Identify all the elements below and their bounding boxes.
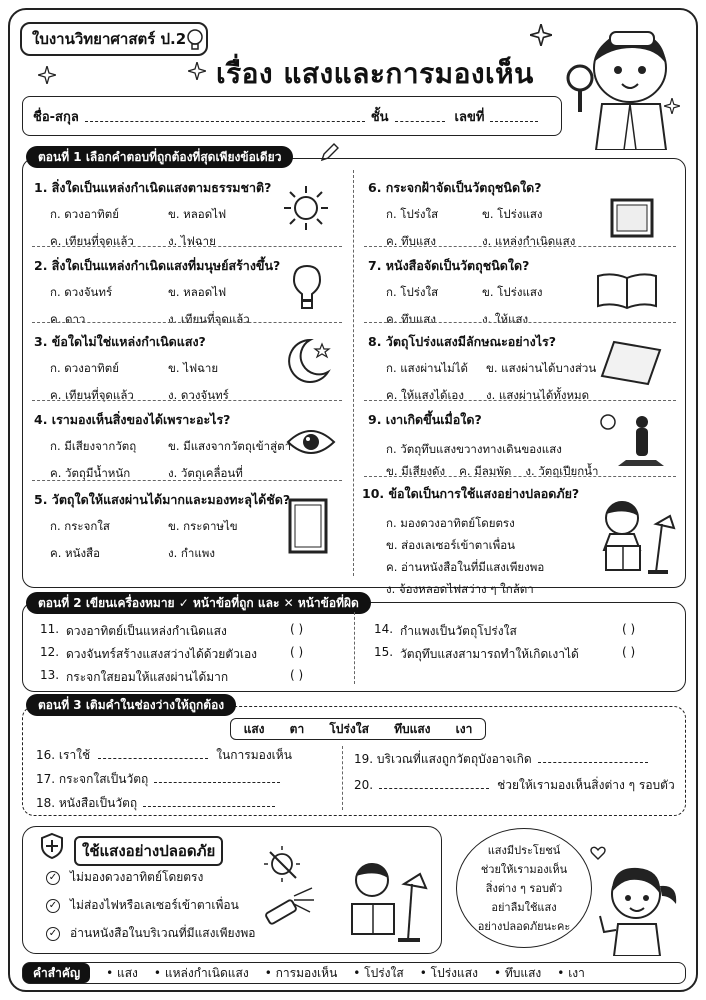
option[interactable]: ก. แสงผ่านไม่ได้	[386, 361, 468, 375]
question-3: 3. ข้อใดไม่ใช่แหล่งกำเนิดแสง? ก. ดวงอาทิตย์ ข. ไฟฉาย ค. เทียนที่จุดแล้ว ง. ดวงจันทร์	[34, 332, 286, 405]
option[interactable]: ก. ดวงอาทิตย์	[50, 207, 119, 221]
fill-item-20: 20. ช่วยให้เรามองเห็นสิ่งต่าง ๆ รอบตัว	[354, 778, 675, 792]
divider	[364, 322, 676, 323]
speech-bubble: แสงมีประโยชน์ ช่วยให้เรามองเห็น สิ่งต่าง ๆ รอบตัว อย่าลืมใช้แสง อย่างปลอดภัยนะคะ	[456, 828, 592, 948]
keyword: • แหล่งกำเนิดแสง	[154, 964, 249, 983]
sparkle-icon	[38, 66, 56, 84]
sun-flashlight-illustration	[256, 844, 318, 938]
option[interactable]: ข. มีเสียงดัง	[386, 464, 446, 478]
option[interactable]: ง. ให้แสง	[482, 312, 529, 326]
lightbulb-icon	[186, 28, 204, 52]
safety-item: ✓ อ่านหนังสือในบริเวณที่มีแสงเพียงพอ	[46, 924, 256, 943]
option[interactable]: ข. กระดาษไข	[168, 519, 238, 533]
option[interactable]: ก. ดวงอาทิตย์	[50, 361, 119, 375]
sun-icon	[282, 184, 330, 232]
class-label: ชั้น	[370, 109, 389, 125]
option[interactable]: ค. ดาว	[50, 312, 86, 326]
answer-box-11[interactable]: ( )	[290, 622, 304, 636]
keyword: • แสง	[106, 964, 138, 983]
option[interactable]: ข. โปร่งแสง	[482, 285, 543, 299]
question-2: 2. สิ่งใดเป็นแหล่งกำเนิดแสงที่มนุษย์สร้างขึ้น? ก. ดวงจันทร์ ข. หลอดไฟ ค. ดาว ง. เทียนที่จุดแล้ว	[34, 256, 286, 329]
option[interactable]: ก. กระจกใส	[50, 519, 110, 533]
question-6: 6. กระจกฝ้าจัดเป็นวัตถุชนิดใด? ก. โปร่งใส ข. โปร่งแสง ค. ทึบแสง ง. แหล่งกำเนิดแสง	[368, 178, 662, 251]
word-bank	[230, 718, 486, 740]
fill-item-18: 18. หนังสือเป็นวัตถุ	[36, 794, 275, 813]
part1-heading: ตอนที่ 1 เลือกคำตอบที่ถูกต้องที่สุดเพียงข้อเดียว	[26, 146, 293, 168]
sparkle-icon	[188, 62, 206, 80]
answer-box-12[interactable]: ( )	[290, 645, 304, 659]
option[interactable]: ค. ทึบแสง	[386, 234, 436, 248]
glass-pane-icon	[288, 498, 328, 554]
option[interactable]: ค. มีลมพัด	[459, 464, 512, 478]
wax-paper-icon	[600, 340, 662, 386]
keyword: • โปร่งใส	[353, 964, 403, 983]
divider	[364, 400, 676, 401]
option[interactable]: ข. หลอดไฟ	[168, 207, 227, 221]
option[interactable]: ค. เทียนที่จุดแล้ว	[50, 388, 134, 402]
answer-box-14[interactable]: ( )	[622, 622, 636, 636]
option[interactable]: ก. โปร่งใส	[386, 285, 439, 299]
option[interactable]: ข. ส่องเลเซอร์เข้าตาเพื่อน	[386, 538, 515, 552]
check-icon: ✓	[46, 927, 60, 941]
check-icon: ✓	[46, 899, 60, 913]
class-field[interactable]	[395, 110, 445, 122]
blank-16[interactable]	[98, 747, 208, 759]
student-info-box	[22, 96, 562, 136]
moon-icon	[284, 336, 334, 386]
fill-item-19: 19. บริเวณที่แสงถูกวัตถุบังอาจเกิด	[354, 750, 648, 769]
option[interactable]: ข. ไฟฉาย	[168, 361, 219, 375]
girl-illustration	[590, 856, 686, 956]
question-7: 7. หนังสือจัดเป็นวัตถุชนิดใด? ก. โปร่งใส ข. โปร่งแสง ค. ทึบแสง ง. ให้แสง	[368, 256, 662, 329]
question-10: 10. ข้อใดเป็นการใช้แสงอย่างปลอดภัย? ก. มองดวงอาทิตย์โดยตรง ข. ส่องเลเซอร์เข้าตาเพื่อน ค. อ่านหนังสือในที่มีแสงเพียงพอ ง. จ้องหลอดไฟสว่าง ๆ ใกล้ตา	[362, 484, 579, 600]
option[interactable]: ค. วัตถุมีน้ำหนัก	[50, 466, 131, 480]
keyword: • เงา	[557, 964, 585, 983]
option[interactable]: ง. แสงผ่านได้ทั้งหมด	[486, 388, 590, 402]
option[interactable]: ข. แสงผ่านได้บางส่วน	[486, 361, 597, 375]
option[interactable]: ก. มีเสียงจากวัตถุ	[50, 439, 137, 453]
worksheet-tag	[20, 22, 208, 56]
part3-divider	[342, 746, 343, 810]
number-field[interactable]	[490, 110, 538, 122]
option[interactable]: ค. อ่านหนังสือในที่มีแสงเพียงพอ	[386, 560, 545, 574]
safety-item: ✓ ไม่ส่องไฟหรือเลเซอร์เข้าตาเพื่อน	[46, 896, 239, 915]
word-bank-item: โปร่งใส	[329, 721, 369, 736]
tf-item-12: 12. ดวงจันทร์สร้างแสงสว่างได้ด้วยตัวเอง	[40, 645, 258, 661]
keyword: • ทึบแสง	[494, 964, 541, 983]
reading-boy-illustration	[596, 494, 678, 578]
divider	[32, 322, 342, 323]
keyword: • โปร่งแสง	[420, 964, 478, 983]
option[interactable]: ข. หลอดไฟ	[168, 285, 227, 299]
fill-item-16: 16. เราใช้ ในการมองเห็น	[36, 748, 292, 762]
divider	[32, 480, 342, 481]
option[interactable]: ข. โปร่งแสง	[482, 207, 543, 221]
word-bank-item: แสง	[243, 721, 265, 736]
question-8: 8. วัตถุโปร่งแสงมีลักษณะอย่างไร? ก. แสงผ่านไม่ได้ ข. แสงผ่านได้บางส่วน ค. ให้แสงได้เอง ง. แสงผ่านได้ทั้งหมด	[368, 332, 616, 405]
shadow-illustration	[596, 408, 666, 470]
lightbulb-icon	[292, 264, 322, 310]
blank-19[interactable]	[538, 751, 648, 763]
word-bank-item: ตา	[289, 721, 305, 736]
question-1: 1. สิ่งใดเป็นแหล่งกำเนิดแสงตามธรรมชาติ? ก. ดวงอาทิตย์ ข. หลอดไฟ ค. เทียนที่จุดแล้ว ง. ไฟฉาย	[34, 178, 286, 251]
eye-icon	[286, 426, 336, 458]
answer-box-15[interactable]: ( )	[622, 645, 636, 659]
keyword: • การมองเห็น	[265, 964, 338, 983]
shield-icon	[40, 832, 64, 860]
option[interactable]: ค. เทียนที่จุดแล้ว	[50, 234, 134, 248]
blank-20[interactable]	[379, 777, 489, 789]
divider	[364, 476, 676, 477]
option[interactable]: ง. แหล่งกำเนิดแสง	[482, 234, 576, 248]
sparkle-icon	[530, 24, 552, 46]
option[interactable]: ง. กำแพง	[168, 546, 215, 560]
option[interactable]: ง. วัตถุเคลื่อนที่	[168, 466, 243, 480]
option[interactable]: ค. ให้แสงได้เอง	[386, 388, 464, 402]
divider	[32, 246, 342, 247]
part2-heading: ตอนที่ 2 เขียนเครื่องหมาย ✓ หน้าข้อที่ถูก และ ✕ หน้าข้อที่ผิด	[26, 592, 371, 614]
option[interactable]: ง. วัตถุเปียกน้ำ	[525, 464, 599, 478]
tf-item-11: 11. ดวงอาทิตย์เป็นแหล่งกำเนิดแสง	[40, 622, 227, 638]
divider	[364, 246, 676, 247]
name-field[interactable]	[85, 110, 365, 122]
page-title: เรื่อง แสงและการมองเห็น	[216, 57, 534, 90]
scientist-boy-illustration	[566, 18, 684, 150]
worksheet-tag-text: ใบงานวิทยาศาสตร์ ป.2	[32, 30, 187, 48]
frosted-glass-icon	[610, 198, 654, 238]
safety-item: ✓ ไม่มองดวงอาทิตย์โดยตรง	[46, 868, 203, 887]
part2-divider	[354, 612, 355, 684]
fill-item-17: 17. กระจกใสเป็นวัตถุ	[36, 770, 280, 789]
word-bank-item: เงา	[455, 721, 473, 736]
option[interactable]: ง. ดวงจันทร์	[168, 388, 229, 402]
keywords-label: คำสำคัญ	[23, 963, 90, 983]
name-label: ชื่อ-สกุล	[33, 109, 79, 125]
tf-item-13: 13. กระจกใสยอมให้แสงผ่านได้มาก	[40, 668, 229, 684]
option[interactable]: ข. มีแสงจากวัตถุเข้าสู่ตา	[168, 439, 292, 453]
answer-box-13[interactable]: ( )	[290, 668, 304, 682]
option[interactable]: ง. ไฟฉาย	[168, 234, 216, 248]
pencil-icon	[320, 142, 340, 162]
option[interactable]: ค. ทึบแสง	[386, 312, 436, 326]
option[interactable]: ง. จ้องหลอดไฟสว่าง ๆ ใกล้ตา	[386, 582, 534, 596]
word-bank-item: ทึบแสง	[394, 721, 431, 736]
blank-18[interactable]	[143, 795, 275, 807]
option[interactable]: ก. วัตถุทึบแสงขวางทางเดินของแสง	[386, 442, 562, 456]
number-label: เลขที่	[454, 109, 485, 125]
divider	[32, 400, 342, 401]
question-9: 9. เงาเกิดขึ้นเมื่อใด? ก. วัตถุทึบแสงขวางทางเดินของแสง ข. มีเสียงดัง ค. มีลมพัด ง. วัตถุเปียกน้ำ	[368, 410, 598, 482]
option[interactable]: ง. เทียนที่จุดแล้ว	[168, 312, 250, 326]
question-4: 4. เรามองเห็นสิ่งของได้เพราะอะไร? ก. มีเสียงจากวัตถุ ข. มีแสงจากวัตถุเข้าสู่ตา ค. วัตถุมีน้ำหนัก ง. วัตถุเคลื่อนที่	[34, 410, 298, 483]
keywords-bar	[22, 962, 686, 984]
book-icon	[596, 270, 658, 310]
part3-heading: ตอนที่ 3 เติมคำในช่องว่างให้ถูกต้อง	[26, 694, 236, 716]
reading-child-illustration	[344, 856, 430, 946]
safety-title: ใช้แสงอย่างปลอดภัย	[74, 836, 223, 866]
question-5: 5. วัตถุใดให้แสงผ่านได้มากและมองทะลุได้ชัด? ก. กระจกใส ข. กระดาษไข ค. หนังสือ ง. กำแพง	[34, 490, 290, 563]
tf-item-14: 14. กำแพงเป็นวัตถุโปร่งใส	[374, 622, 517, 638]
option[interactable]: ก. ดวงจันทร์	[50, 285, 113, 299]
tf-item-15: 15. วัตถุทึบแสงสามารถทำให้เกิดเงาได้	[374, 645, 579, 661]
option[interactable]: ก. มองดวงอาทิตย์โดยตรง	[386, 516, 515, 530]
check-icon: ✓	[46, 871, 60, 885]
option[interactable]: ก. โปร่งใส	[386, 207, 439, 221]
blank-17[interactable]	[154, 771, 280, 783]
part1-divider	[353, 170, 354, 576]
option[interactable]: ค. หนังสือ	[50, 546, 100, 560]
